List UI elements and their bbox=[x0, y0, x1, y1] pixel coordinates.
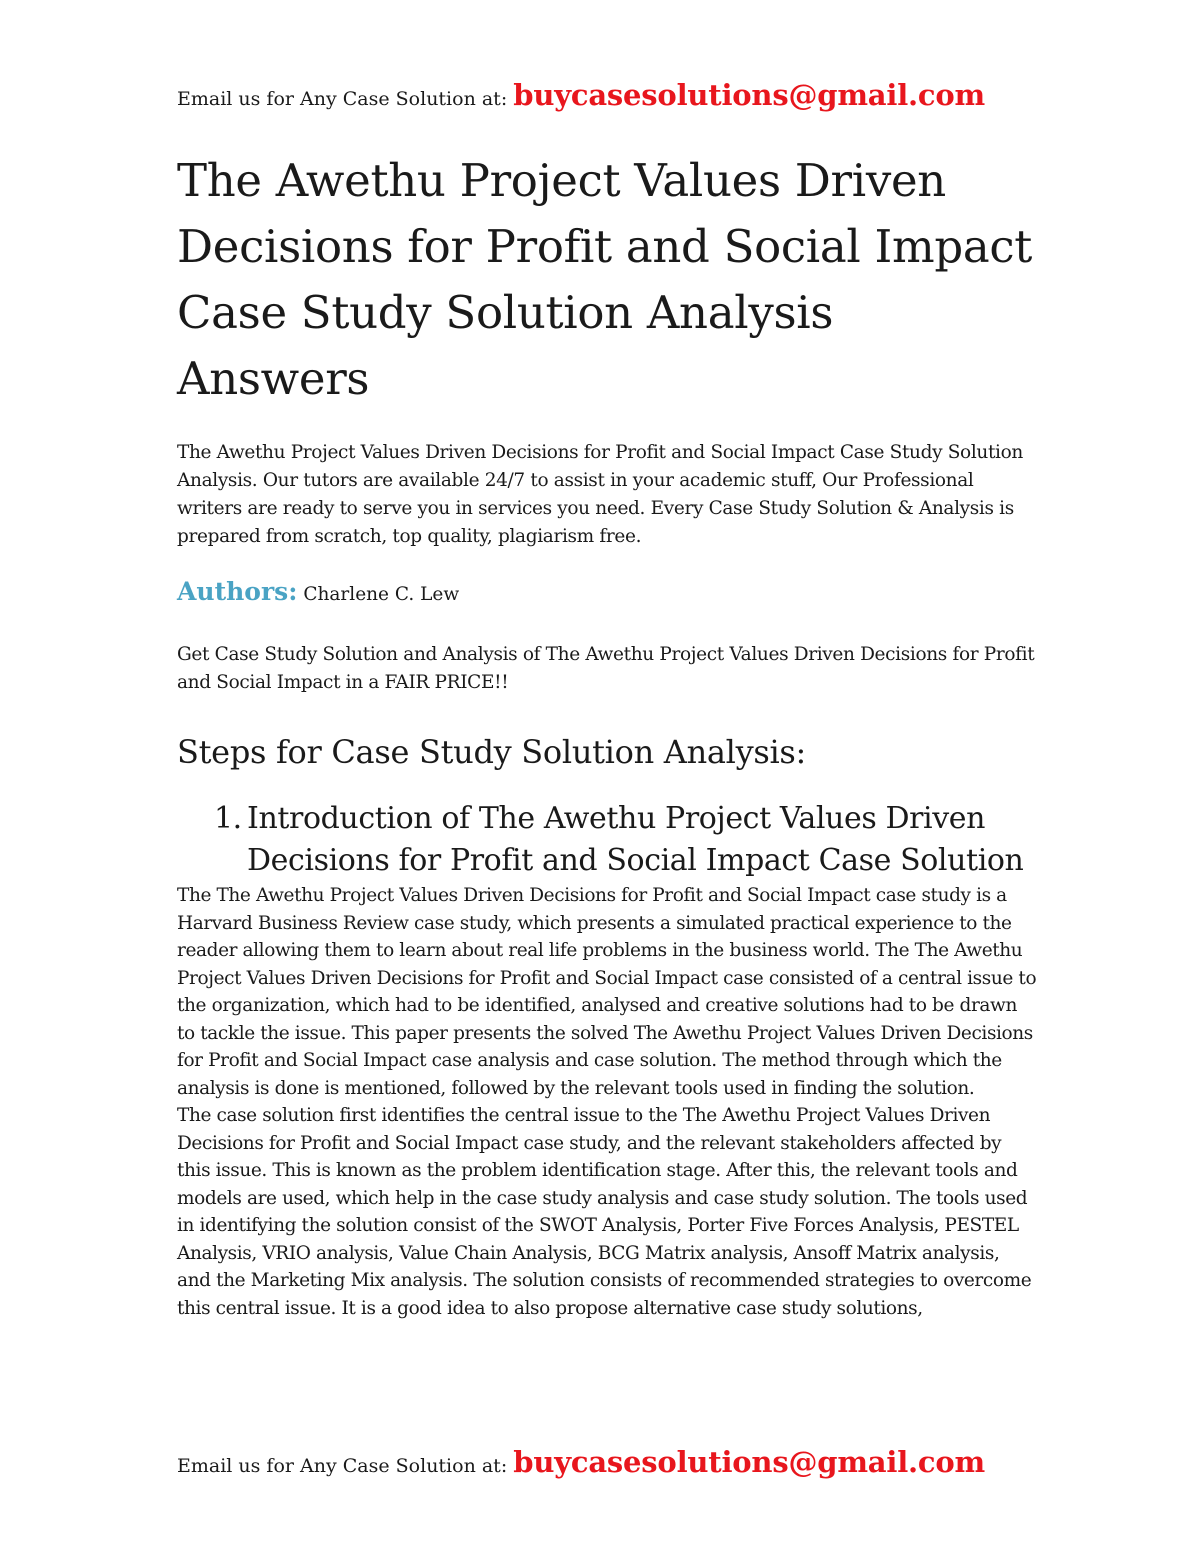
step-item bbox=[177, 798, 1037, 882]
header-contact-line bbox=[177, 78, 985, 112]
footer-contact-prefix: Email us for Any Case Solution at: bbox=[177, 1455, 514, 1477]
authors-line bbox=[177, 577, 1037, 610]
authors-value: Charlene C. Lew bbox=[297, 584, 460, 605]
step-number: 1. bbox=[214, 801, 242, 836]
steps-list bbox=[177, 798, 1037, 882]
footer-contact-line bbox=[177, 1445, 985, 1479]
step-title: Introduction of The Awethu Project Values Driven Decisions for Profit and Social Impact Case Solution bbox=[247, 801, 1024, 878]
body-paragraph-2: The case solution first identifies the central issue to the The Awethu Project Values Driven Decisions for Profit and Social Impact case study, and the relevant stakeholders affected by this issue. This is known as the problem identification stage. After this, the relevant tools and models are used, which help in the case study analysis and case study solution. The tools used in identifying the solution consist of the SWOT Analysis, Porter Five Forces Analysis, PESTEL Analysis, VRIO analysis, Value Chain Analysis, BCG Matrix analysis, Ansoff Matrix analysis, and the Marketing Mix analysis. The solution consists of recommended strategies to overcome this central issue. It is a good idea to also propose alternative case study solutions, bbox=[177, 1105, 1032, 1319]
fair-price-paragraph: Get Case Study Solution and Analysis of The Awethu Project Values Driven Decisions for Profit and Social Impact in a FAIR PRICE!! bbox=[177, 644, 1035, 693]
intro-paragraph: The Awethu Project Values Driven Decisions for Profit and Social Impact Case Study Solution Analysis. Our tutors are available 24/7 to assist in your academic stuff, Our Professional writers are ready to serve you in services you need. Every Case Study Solution & Analysis is prepared from scratch, top quality, plagiarism free. bbox=[177, 442, 1023, 547]
authors-label: Authors: bbox=[177, 577, 298, 606]
document-title: The Awethu Project Values Driven Decisions for Profit and Social Impact Case Study Solution Analysis Answers bbox=[177, 154, 1033, 405]
footer-email-address[interactable]: buycasesolutions@gmail.com bbox=[513, 1445, 986, 1479]
body-paragraph-1: The The Awethu Project Values Driven Decisions for Profit and Social Impact case study is a Harvard Business Review case study, which presents a simulated practical experience to the reader allowing them to learn about real life problems in the business world. The The Awethu Project Values Driven Decisions for Profit and Social Impact case consisted of a central issue to the organization, which had to be identified, analysed and creative solutions had to be drawn to tackle the issue. This paper presents the solved The Awethu Project Values Driven Decisions for Profit and Social Impact case analysis and case solution. The method through which the analysis is done is mentioned, followed by the relevant tools used in finding the solution. bbox=[177, 885, 1037, 1099]
header-contact-prefix: Email us for Any Case Solution at: bbox=[177, 88, 514, 110]
steps-heading: Steps for Case Study Solution Analysis: bbox=[177, 733, 807, 771]
header-email-address[interactable]: buycasesolutions@gmail.com bbox=[513, 78, 986, 112]
document-body bbox=[177, 148, 1037, 1322]
